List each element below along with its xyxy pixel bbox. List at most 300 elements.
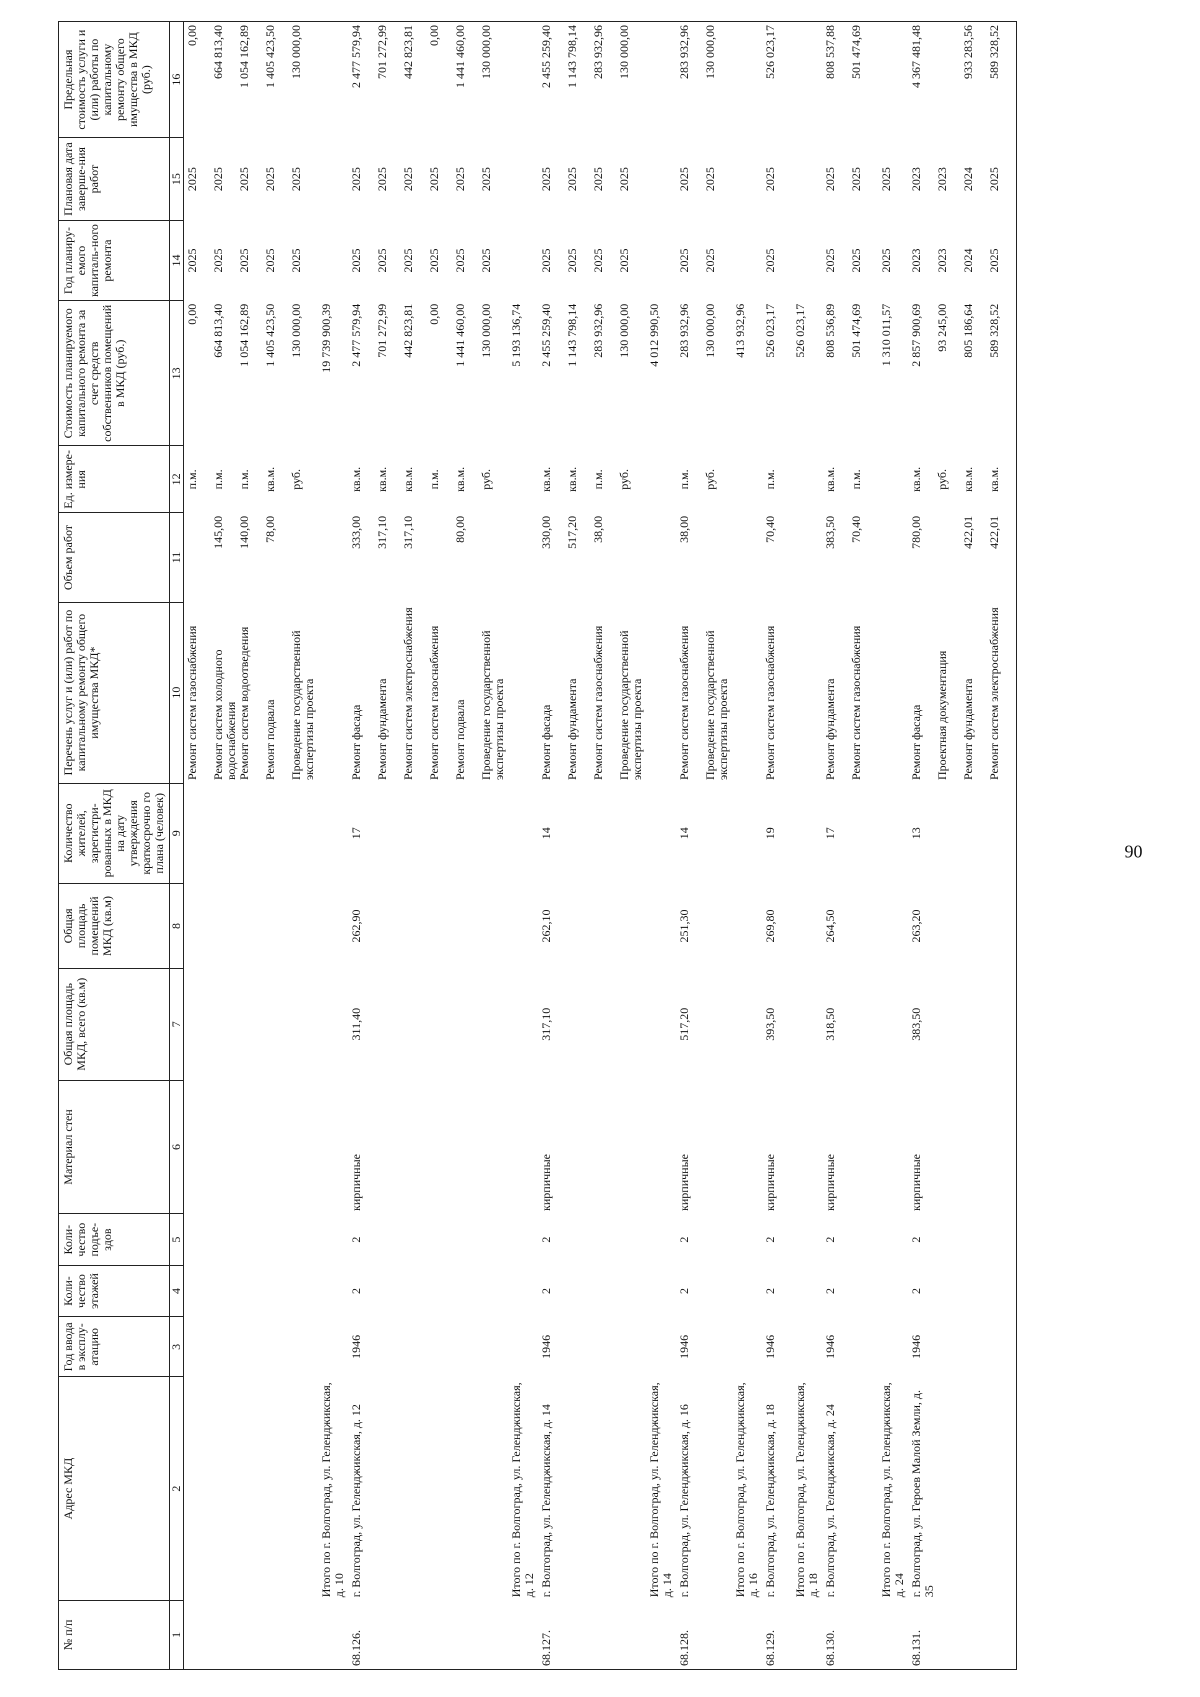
column-header: Общая площадь МКД, всего (кв.м) [59, 968, 170, 1080]
floors-cell: 2 [539, 1288, 553, 1295]
cost: 442 823,81 [401, 303, 415, 358]
wall-material-cell [732, 1080, 762, 1214]
work-item-cell [538, 602, 646, 783]
entrances-cell: 2 [763, 1236, 777, 1243]
work-volume-cell [538, 513, 646, 602]
address-cell: г. Волгоград, ул. Геленджикская, д. 16 [677, 1404, 691, 1598]
table-row [762, 22, 792, 1670]
cost: 4 012 990,50 [647, 303, 661, 367]
repair-year: 2025 [263, 248, 277, 273]
completion-year: 2025 [565, 167, 579, 192]
repair-year: 2025 [987, 248, 1001, 273]
cost: 130 000,00 [703, 303, 717, 358]
floors-cell [318, 1265, 348, 1316]
cost: 526 023,17 [793, 303, 807, 358]
row-number-cell: 68.128. [676, 1600, 732, 1669]
cost-cell [908, 301, 1017, 446]
work-item-cell [508, 602, 538, 783]
completion-year-cell [908, 138, 1017, 221]
address-cell: г. Волгоград, ул. Геленджикская, д. 18 [763, 1404, 777, 1598]
limit-cost: 501 474,69 [849, 25, 863, 79]
column-header: Материал стен [59, 1080, 170, 1214]
work-item-cell [646, 602, 676, 783]
total-area-cell: 393,50 [763, 1007, 777, 1041]
limit-cost: 1 054 162,89 [237, 25, 251, 88]
premises-area-cell [732, 884, 762, 969]
work-volume: 38,00 [677, 515, 691, 543]
limit-cost: 933 283,56 [961, 25, 975, 79]
table-body [184, 22, 1017, 1670]
limit-cost: 4 367 481,48 [909, 25, 923, 88]
repair-year: 2024 [961, 248, 975, 273]
residents-cell: 14 [539, 827, 553, 840]
repair-year-cell [822, 220, 878, 300]
floors-cell [792, 1265, 822, 1316]
work-volume: 145,00 [211, 515, 225, 549]
address-cell: г. Волгоград, ул. Геленджикская, д. 24 [823, 1404, 837, 1598]
completion-year: 2025 [479, 167, 493, 192]
year-built-cell [318, 1317, 348, 1377]
floors-cell: 2 [349, 1288, 363, 1295]
unit-cell [762, 446, 792, 513]
limit-cost: 0,00 [185, 25, 199, 46]
work-item-cell [908, 602, 1017, 783]
column-number: 3 [170, 1317, 184, 1377]
work-item: Проведение государственной экспертизы проекта [617, 630, 644, 781]
premises-area-cell: 262,90 [349, 909, 363, 943]
cost: 526 023,17 [763, 303, 777, 358]
work-volume: 333,00 [349, 515, 363, 549]
work-volume: 780,00 [909, 515, 923, 549]
floors-cell [732, 1265, 762, 1316]
year-built-cell [508, 1317, 538, 1377]
unit: руб. [703, 468, 717, 490]
work-item: Ремонт фасада [909, 704, 923, 781]
work-item: Ремонт подвала [453, 699, 467, 781]
work-item-cell [676, 602, 732, 783]
premises-area-cell: 263,20 [908, 884, 1017, 969]
column-header: Коли-чество этажей [59, 1265, 170, 1316]
work-item-cell [878, 602, 908, 783]
unit: кв.м. [453, 466, 467, 492]
total-row [184, 22, 319, 1670]
work-item: Проведение государственной экспертизы проекта [703, 630, 730, 781]
year-built-cell [646, 1317, 676, 1377]
column-number: 11 [170, 513, 184, 602]
column-number: 7 [170, 968, 184, 1080]
table-row [676, 22, 732, 1670]
work-item-cell [822, 602, 878, 783]
wall-material-cell [792, 1080, 822, 1214]
work-volume: 80,00 [453, 515, 467, 543]
repair-year: 2025 [479, 248, 493, 273]
limit-cost [936, 25, 962, 135]
repair-year: 2025 [453, 248, 467, 273]
completion-year: 2025 [427, 167, 441, 192]
work-item: Ремонт систем газоснабжения [427, 625, 441, 781]
completion-year: 2025 [703, 167, 717, 192]
unit: кв.м. [375, 466, 389, 492]
limit-cost: 283 932,96 [677, 25, 691, 79]
floors-cell: 2 [908, 1265, 1017, 1316]
premises-area-cell: 264,50 [823, 909, 837, 943]
cost: 1 143 798,14 [565, 303, 579, 367]
repair-year-cell [508, 220, 538, 300]
table-row [348, 22, 508, 1670]
row-number-cell [732, 1600, 762, 1669]
row-number-cell: 68.129. [762, 1600, 792, 1669]
premises-area-cell [646, 884, 676, 969]
cost: 808 536,89 [823, 303, 837, 358]
repair-year: 2025 [375, 248, 389, 273]
repair-year-cell [538, 220, 646, 300]
floors-cell [184, 1265, 319, 1316]
completion-year-cell [348, 138, 508, 221]
work-volume: 38,00 [591, 515, 605, 543]
completion-year: 2025 [823, 167, 837, 192]
table-row [822, 22, 878, 1670]
limit-cost-cell [184, 22, 319, 138]
completion-year: 2024 [961, 167, 975, 192]
premises-area-cell [508, 884, 538, 969]
work-item-cell [792, 602, 822, 783]
address-cell: Итого по г. Волгоград, ул. Геленджикская, д. 12 [509, 1382, 536, 1598]
cost-cell [732, 301, 762, 446]
row-number-cell: 68.126. [348, 1600, 508, 1669]
entrances-cell: 2 [539, 1236, 553, 1243]
residents-cell: 14 [677, 827, 691, 840]
completion-year-cell [676, 138, 732, 221]
cost-cell [508, 301, 538, 446]
limit-cost: 701 272,99 [375, 25, 389, 79]
total-area-cell [508, 968, 538, 1080]
work-volume: 317,10 [401, 515, 415, 549]
row-number-cell: 68.131. [908, 1600, 1017, 1669]
unit-cell [822, 446, 878, 513]
wall-material-cell: кирпичные [763, 1154, 777, 1211]
completion-year: 2025 [987, 167, 1001, 192]
work-volume [618, 516, 644, 599]
work-volume-cell [318, 513, 348, 602]
cost-cell [184, 301, 319, 446]
cost: 1 405 423,50 [263, 303, 277, 367]
unit-cell [184, 446, 319, 513]
residents-cell: 17 [349, 827, 363, 840]
cost: 130 000,00 [479, 303, 493, 358]
work-item: Ремонт фасада [349, 704, 363, 781]
year-built-cell: 1946 [349, 1334, 363, 1359]
work-volume [290, 516, 316, 599]
completion-year: 2025 [185, 167, 199, 192]
wall-material-cell: кирпичные [823, 1154, 837, 1211]
entrances-cell: 2 [677, 1236, 691, 1243]
entrances-cell: 2 [908, 1214, 1017, 1265]
limit-cost: 526 023,17 [763, 25, 777, 79]
column-header: Плановая дата заверше-ния работ [59, 138, 170, 221]
cost: 2 857 900,69 [909, 303, 923, 367]
limit-cost: 0,00 [427, 25, 441, 46]
entrances-cell [792, 1214, 822, 1265]
completion-year: 2025 [211, 167, 225, 192]
completion-year: 2025 [539, 167, 553, 192]
limit-cost-cell [732, 22, 762, 138]
column-number: 8 [170, 884, 184, 969]
unit: п.м. [237, 469, 251, 490]
cost-cell [792, 301, 822, 446]
header-row [59, 22, 170, 1670]
column-number-row [170, 22, 184, 1670]
column-number: 5 [170, 1214, 184, 1265]
repair-year-cell [908, 220, 1017, 300]
column-number: 10 [170, 602, 184, 783]
cost: 2 455 259,40 [539, 303, 553, 367]
completion-year: 2025 [879, 167, 893, 192]
total-row [732, 22, 762, 1670]
completion-year: 2025 [849, 167, 863, 192]
unit: кв.м. [961, 466, 975, 492]
work-volume-cell [676, 513, 732, 602]
work-volume: 317,10 [375, 515, 389, 549]
unit: руб. [289, 468, 303, 490]
limit-cost-cell [762, 22, 792, 138]
work-volume: 140,00 [237, 515, 251, 549]
unit-cell [348, 446, 508, 513]
cost: 805 186,64 [961, 303, 975, 358]
unit: п.м. [849, 469, 863, 490]
year-built-cell: 1946 [539, 1334, 553, 1359]
premises-area-cell: 251,30 [677, 909, 691, 943]
completion-year-cell [646, 138, 676, 221]
repair-year-cell [348, 220, 508, 300]
repair-year: 2025 [211, 248, 225, 273]
unit: кв.м. [909, 466, 923, 492]
work-volume [186, 516, 212, 599]
unit-cell [878, 446, 908, 513]
cost: 5 193 136,74 [509, 303, 523, 367]
unit: п.м. [763, 469, 777, 490]
year-built-cell [878, 1317, 908, 1377]
total-row [508, 22, 538, 1670]
work-item: Ремонт фундамента [565, 678, 579, 781]
residents-cell [792, 783, 822, 883]
wall-material-cell: кирпичные [539, 1154, 553, 1211]
entrances-cell [318, 1214, 348, 1265]
completion-year: 2025 [617, 167, 631, 192]
completion-year-cell [538, 138, 646, 221]
column-header: Адрес МКД [59, 1377, 170, 1600]
unit-cell [318, 446, 348, 513]
cost: 1 441 460,00 [453, 303, 467, 367]
unit-cell [732, 446, 762, 513]
repair-year-cell [184, 220, 319, 300]
work-volume [704, 516, 730, 599]
table-row [908, 22, 1017, 1670]
repair-year: 2025 [879, 248, 893, 273]
residents-cell [508, 783, 538, 883]
year-built-cell: 1946 [677, 1334, 691, 1359]
completion-year: 2023 [909, 167, 923, 192]
column-number: 2 [170, 1377, 184, 1600]
limit-cost: 2 477 579,94 [349, 25, 363, 88]
year-built-cell [732, 1317, 762, 1377]
work-volume [936, 516, 962, 599]
unit: кв.м. [401, 466, 415, 492]
work-volume: 330,00 [539, 515, 553, 549]
work-item: Проведение государственной экспертизы проекта [479, 630, 506, 781]
capital-repair-table [58, 21, 1017, 1670]
unit: кв.м. [823, 466, 837, 492]
limit-cost-cell [676, 22, 732, 138]
work-item: Ремонт систем электроснабжения [987, 607, 1001, 781]
work-volume: 78,00 [263, 515, 277, 543]
cost: 501 474,69 [849, 303, 863, 358]
page-number: 90 [1124, 841, 1143, 862]
work-volume-cell [822, 513, 878, 602]
repair-year: 2023 [909, 248, 923, 273]
floors-cell [646, 1265, 676, 1316]
limit-cost: 130 000,00 [479, 25, 493, 79]
total-row [878, 22, 908, 1670]
work-volume [428, 516, 454, 599]
work-volume: 422,01 [961, 515, 975, 549]
cost-cell [822, 301, 878, 446]
unit: кв.м. [539, 466, 553, 492]
limit-cost-cell [538, 22, 646, 138]
column-header: Год планиру-емого капиталь-ного ремонта [59, 220, 170, 300]
row-number-cell: 68.127. [538, 1600, 646, 1669]
work-item: Ремонт фундамента [375, 678, 389, 781]
unit: п.м. [185, 469, 199, 490]
limit-cost-cell [878, 22, 908, 138]
floors-cell [508, 1265, 538, 1316]
address-cell: Итого по г. Волгоград, ул. Геленджикская, д. 10 [319, 1382, 346, 1598]
work-volume: 422,01 [987, 515, 1001, 549]
work-item: Ремонт систем газоснабжения [185, 625, 199, 781]
limit-cost: 2 455 259,40 [539, 25, 553, 88]
unit-cell [908, 446, 1017, 513]
repair-year-cell [732, 220, 762, 300]
repair-year: 2025 [427, 248, 441, 273]
repair-year-cell [318, 220, 348, 300]
completion-year-cell [878, 138, 908, 221]
unit-cell [646, 446, 676, 513]
premises-area-cell [878, 884, 908, 969]
unit: кв.м. [263, 466, 277, 492]
address-cell [184, 1377, 319, 1600]
limit-cost-cell [508, 22, 538, 138]
column-number: 16 [170, 22, 184, 138]
column-header: Количество жителей, зарегистри-рованных в МКД на дату утверждения краткосрочно го плана (человек) [59, 783, 170, 883]
total-row [318, 22, 348, 1670]
repair-year: 2023 [935, 248, 949, 273]
year-built-cell: 1946 [763, 1334, 777, 1359]
limit-cost: 130 000,00 [703, 25, 717, 79]
repair-year: 2025 [185, 248, 199, 273]
year-built-cell [792, 1317, 822, 1377]
floors-cell: 2 [677, 1288, 691, 1295]
year-built-cell: 1946 [823, 1334, 837, 1359]
row-number-cell [184, 1600, 319, 1669]
total-area-cell [646, 968, 676, 1080]
repair-year-cell [646, 220, 676, 300]
work-volume-cell [908, 513, 1017, 602]
unit: п.м. [677, 469, 691, 490]
cost-cell [676, 301, 732, 446]
cost: 664 813,40 [211, 303, 225, 358]
wall-material-cell [508, 1080, 538, 1214]
completion-year: 2025 [237, 167, 251, 192]
limit-cost: 1 405 423,50 [263, 25, 277, 88]
cost: 589 328,52 [987, 303, 1001, 358]
completion-year: 2025 [263, 167, 277, 192]
unit: кв.м. [349, 466, 363, 492]
residents-cell: 19 [763, 827, 777, 840]
work-item: Ремонт систем газоснабжения [763, 625, 777, 781]
work-item: Ремонт систем водоотведения [237, 626, 251, 781]
repair-year: 2025 [823, 248, 837, 273]
column-header: Объем работ [59, 513, 170, 602]
work-volume-cell [878, 513, 908, 602]
completion-year: 2025 [453, 167, 467, 192]
total-area-cell [318, 968, 348, 1080]
row-number-cell [508, 1600, 538, 1669]
residents-cell: 17 [823, 827, 837, 840]
total-area-cell: 517,20 [677, 1007, 691, 1041]
total-area-cell [732, 968, 762, 1080]
wall-material-cell [184, 1080, 319, 1214]
completion-year: 2023 [935, 167, 949, 192]
completion-year-cell [822, 138, 878, 221]
limit-cost-cell [792, 22, 822, 138]
repair-year: 2025 [849, 248, 863, 273]
repair-year: 2025 [401, 248, 415, 273]
completion-year-cell [184, 138, 319, 221]
column-number: 13 [170, 301, 184, 446]
repair-year: 2025 [763, 248, 777, 273]
column-number: 1 [170, 1600, 184, 1669]
wall-material-cell [878, 1080, 908, 1214]
residents-cell [732, 783, 762, 883]
column-number: 4 [170, 1265, 184, 1316]
wall-material-cell: кирпичные [349, 1154, 363, 1211]
repair-year-cell [676, 220, 732, 300]
floors-cell: 2 [823, 1288, 837, 1295]
cost: 413 932,96 [733, 303, 747, 358]
work-volume-cell [762, 513, 792, 602]
entrances-cell [646, 1214, 676, 1265]
cost-cell [348, 301, 508, 446]
cost-cell [762, 301, 792, 446]
table-header [59, 22, 184, 1670]
work-item: Ремонт подвала [263, 699, 277, 781]
completion-year-cell [318, 138, 348, 221]
unit: п.м. [591, 469, 605, 490]
cost-cell [538, 301, 646, 446]
cost-cell [646, 301, 676, 446]
column-number: 9 [170, 783, 184, 883]
cost: 130 000,00 [617, 303, 631, 358]
premises-area-cell [184, 884, 319, 969]
repair-year: 2025 [237, 248, 251, 273]
work-item: Ремонт систем электроснабжения [401, 607, 415, 781]
floors-cell: 2 [763, 1288, 777, 1295]
unit: руб. [935, 468, 949, 490]
entrances-cell [184, 1214, 319, 1265]
work-item-cell [184, 602, 319, 783]
repair-year: 2025 [703, 248, 717, 273]
limit-cost: 589 328,52 [987, 25, 1001, 79]
residents-cell: 13 [908, 783, 1017, 883]
